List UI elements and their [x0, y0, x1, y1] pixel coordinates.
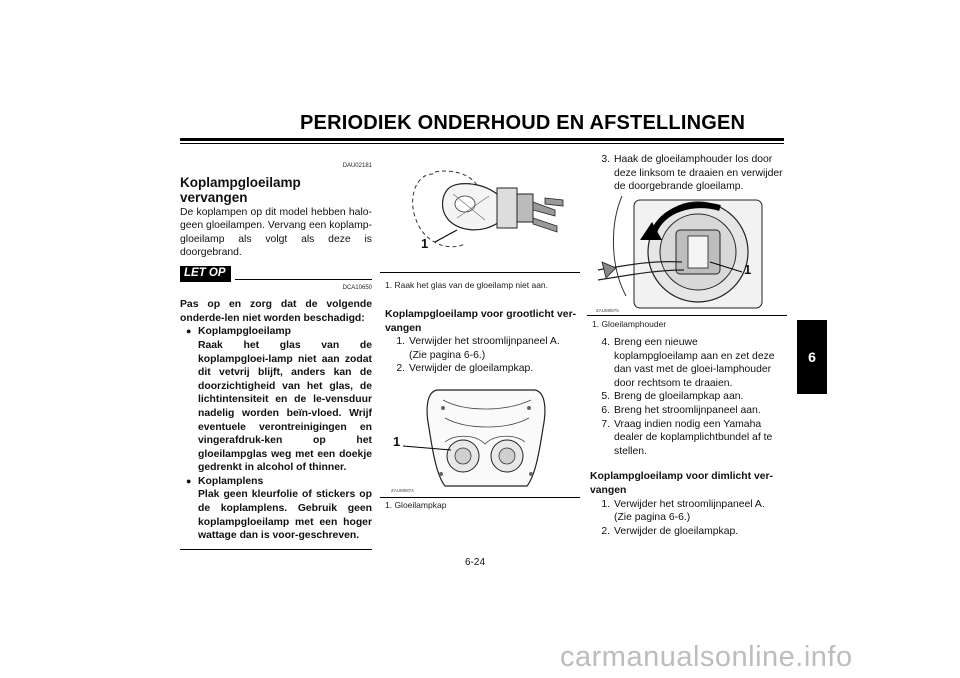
bullet-dot-icon: ● [186, 326, 192, 337]
figure-code: ZAUM0875 [596, 308, 619, 313]
section-intro: De koplampen op dit model hebben halo-geen gloeilampen. Vervang een koplamp-gloeilamp als volgt als deze is doorgebrand. [180, 206, 372, 259]
column-1 [180, 160, 372, 550]
section-code: DAU02181 [342, 163, 372, 169]
caution-block [180, 298, 372, 543]
high-beam-procedure [385, 308, 577, 376]
figure-divider [380, 272, 580, 273]
caution-lead: Pas op en zorg dat de volgende onderde-len niet worden beschadigd: [180, 299, 372, 324]
caution-bullet [180, 475, 372, 543]
procedure-step: 7. Vraag indien nodig een Yamaha dealer de koplamplichtbundel af te stellen. [601, 418, 773, 457]
procedure-step: 5. Breng de gloeilampkap aan. [601, 391, 744, 403]
procedure-step: 2. Verwijder de gloeilampkap. [601, 525, 739, 537]
procedure-step: 1. Verwijder het stroomlijnpaneel A. (Zie pagina 6-6.) [601, 498, 765, 524]
figure-caption: 1. Gloeilamphouder [592, 319, 667, 329]
figure-divider [587, 315, 787, 316]
figure-callout: 1 [421, 236, 429, 251]
step-3 [590, 153, 784, 194]
letop-rule [235, 279, 372, 280]
figure-caption: 1. Gloeilampkap [385, 500, 447, 510]
procedure-step: 2. Verwijder de gloeilampkap. [396, 363, 534, 375]
bullet-head: Koplampgloeilamp [198, 326, 291, 338]
chapter-tab[interactable] [797, 320, 827, 394]
low-beam-title: Koplampgloeilamp voor dimlicht ver-vangen [590, 471, 774, 496]
procedure-step: 6. Breng het stroomlijnpaneel aan. [601, 404, 761, 416]
chapter-tab-label: 6 [808, 349, 816, 365]
figure-callout: 1 [744, 262, 752, 277]
headlight-housing-icon [385, 378, 580, 496]
figure-caption: 1. Raak het glas van de gloeilamp niet aan. [385, 280, 549, 290]
header-rule-thin [180, 143, 784, 144]
caution-end-rule [180, 549, 372, 550]
page-header-title: PERIODIEK ONDERHOUD EN AFSTELLINGEN [300, 112, 746, 134]
watermark: carmanualsonline.info [560, 641, 853, 673]
bullet-text: Plak geen kleurfolie of stickers op de koplamplens. Gebruik geen koplampgloeilamp met een hoger wattage dan is voor-geschreven. [198, 489, 372, 542]
section-title: Koplampgloeilamp vervangen [180, 174, 301, 205]
letop-header [180, 266, 372, 282]
bullet-dot-icon: ● [186, 475, 192, 486]
page-number: 6-24 [465, 557, 486, 568]
caution-bullet [180, 325, 372, 475]
figure-headlight-housing [385, 378, 580, 496]
procedure-step: 3. Haak de gloeilamphouder los door deze linksom te draaien en verwijder de doorgebrande gloeilamp. [601, 154, 783, 193]
bullet-head: Koplamplens [198, 475, 264, 487]
procedure-step: 1. Verwijder het stroomlijnpaneel A. (Zie pagina 6-6.) [396, 336, 560, 361]
header-rule-thick [180, 138, 784, 141]
bullet-text: Raak het glas van de koplampgloei-lamp niet aan zodat dit vetvrij blijft, anders kan de doorzichtigheid van het glas, de lichtintensiteit en de le-vensduur nadelig worden beïn-vloed. Wrijf eventuele verontreinigingen en vingerafdruk-ken op het gloeilampglas weg met een doekje gedrenkt in alcohol of thinner. [198, 339, 372, 474]
letop-code: DCA10650 [342, 284, 372, 291]
high-beam-title: Koplampgloeilamp voor grootlicht ver-vangen [385, 309, 577, 334]
figure-callout: 1 [393, 434, 401, 449]
figure-code: ZAUM0874 [391, 488, 414, 493]
bulb-holder-icon [592, 196, 787, 314]
letop-label: LET OP [180, 266, 231, 282]
remaining-steps [590, 336, 784, 538]
figure-bulb-holder [592, 196, 787, 314]
bulb-illustration-icon [385, 160, 580, 270]
figure-bulb [385, 160, 580, 270]
procedure-step: 4. Breng een nieuwe koplampgloeilamp aan en zet deze dan vast met de gloei-lamphouder door rechtsom te draaien. [601, 337, 775, 389]
figure-divider [380, 497, 580, 498]
